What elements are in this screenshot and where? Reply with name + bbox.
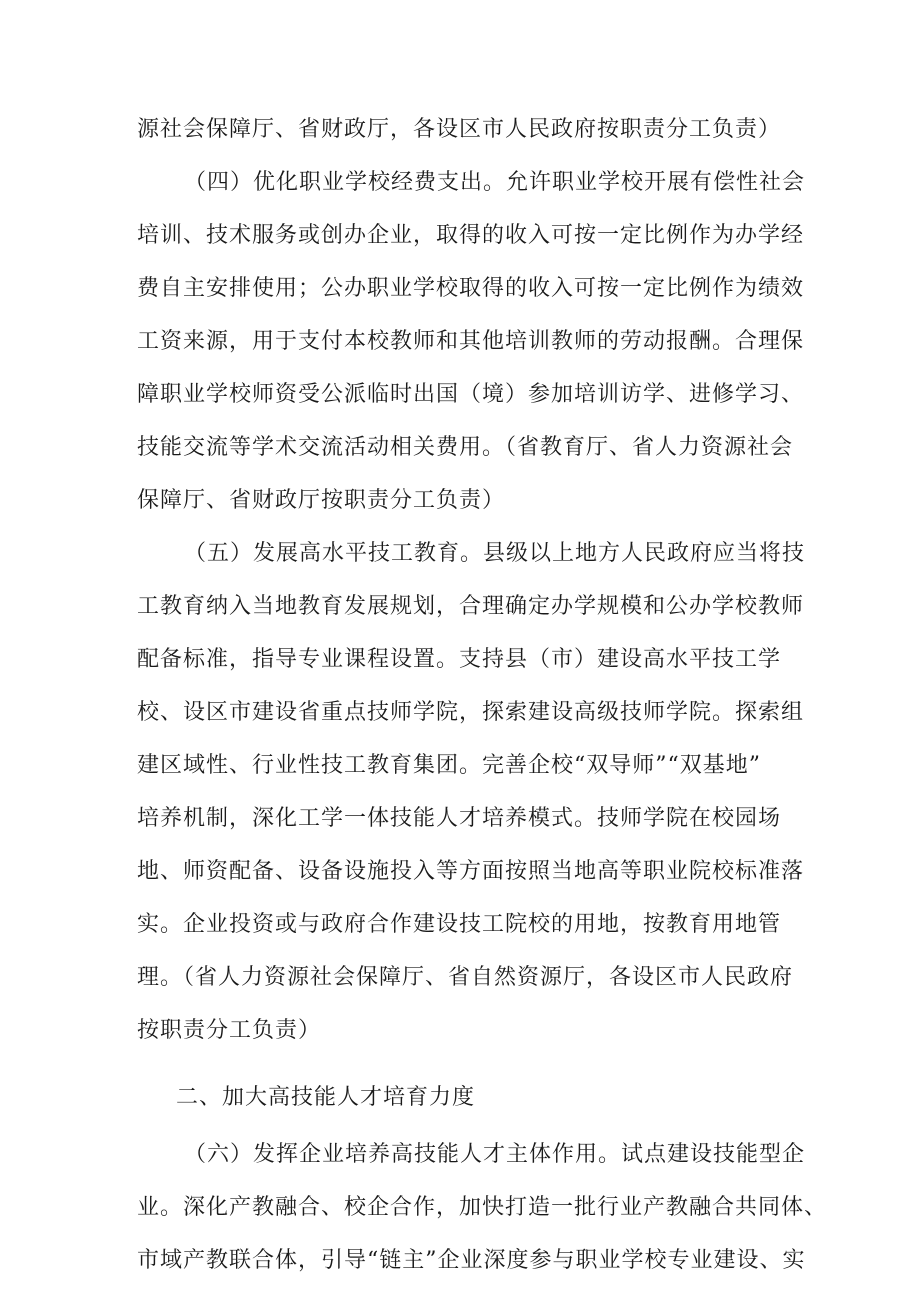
text-line: 校、设区市建设省重点技师学院，探索建设高级技师学院。探索组 [137,700,805,725]
text-line: 按职责分工负责） [137,1018,322,1043]
section-heading-5: （五）发展高水平技工教育。县级以上地方人民政府应当将技 [184,541,806,566]
text-line: 市域产教联合体，引导“链主”企业深度参与职业学校专业建设、实 [137,1248,806,1273]
text-line: 培养机制，深化工学一体技能人才培养模式。技师学院在校园场 [137,806,782,831]
text-line: 理。（省人力资源社会保障厅、省自然资源厅，各设区市人民政府 [137,965,794,990]
text-line: 配备标准，指导专业课程设置。支持县（市）建设高水平技工学 [137,647,782,672]
text-line: 实。企业投资或与政府合作建设技工院校的用地，按教育用地管 [137,912,782,937]
text-line: 地、师资配备、设备设施投入等方面按照当地高等职业院校标准落 [137,859,805,884]
text-line: 培训、技术服务或创办企业，取得的收入可按一定比例作为办学经 [137,223,805,248]
text-line: 工资来源，用于支付本校教师和其他培训教师的劳动报酬。合理保 [137,329,805,354]
chapter-heading-2: 二、加大高技能人才培育力度 [176,1085,476,1110]
text-line: 费自主安排使用；公办职业学校取得的收入可按一定比例作为绩效 [137,276,805,301]
section-heading-6: （六）发挥企业培养高技能人才主体作用。试点建设技能型企 [184,1142,806,1167]
text-line: 技能交流等学术交流活动相关费用。（省教育厅、省人力资源社会 [137,435,794,460]
text-line: 建区域性、行业性技工教育集团。完善企校“双导师”“双基地” [137,753,761,778]
section-heading-4: （四）优化职业学校经费支出。允许职业学校开展有偿性社会 [184,170,806,195]
text-line: 源社会保障厅、省财政厅，各设区市人民政府按职责分工负责） [137,117,782,142]
text-line: 工教育纳入当地教育发展规划，合理确定办学规模和公办学校教师 [137,594,805,619]
text-line: 保障厅、省财政厅按职责分工负责） [137,488,506,513]
text-line: 业。深化产教融合、校企合作，加快打造一批行业产教融合共同体、 [137,1195,828,1220]
text-line: 障职业学校师资受公派临时出国（境）参加培训访学、进修学习、 [137,382,805,407]
